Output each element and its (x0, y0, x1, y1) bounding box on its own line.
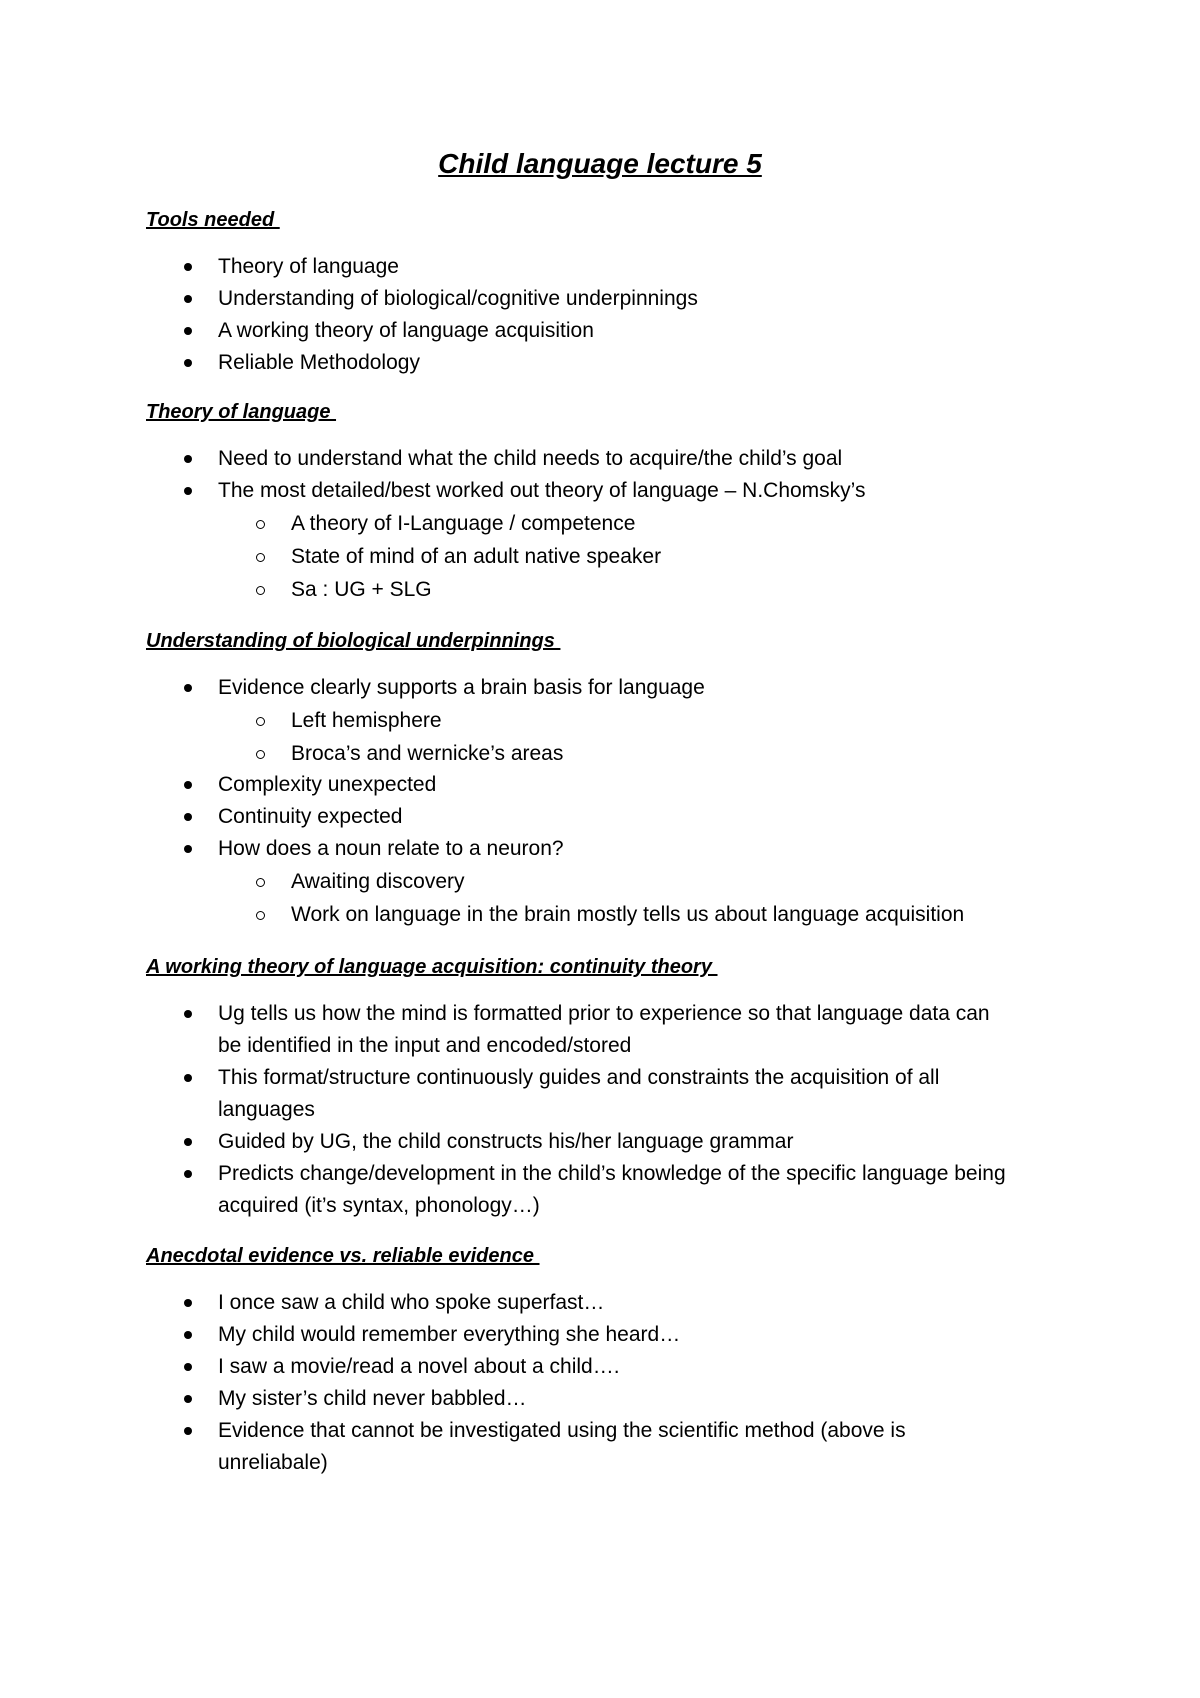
bullet-icon (184, 455, 192, 463)
bullet-icon (184, 1427, 192, 1435)
sub-bullet-icon (256, 717, 265, 726)
sub-bullet-icon (256, 750, 265, 759)
bullet-icon (184, 1299, 192, 1307)
bullet-icon (184, 359, 192, 367)
sub-bullet-icon (256, 911, 265, 920)
bullet-icon (184, 845, 192, 853)
bullet-icon (184, 1395, 192, 1403)
sub-list-item: Broca’s and wernicke’s areas (291, 742, 564, 765)
page-title: Child language lecture 5 (438, 148, 762, 179)
bullet-icon (184, 295, 192, 303)
list-item-line: This format/structure continuously guides and constraints the acquisition of all (218, 1066, 940, 1089)
list-item: Reliable Methodology (218, 351, 420, 374)
section-heading-theory-of-language: Theory of language (146, 401, 337, 423)
section-heading-anecdotal-evidence: Anecdotal evidence vs. reliable evidence (146, 1245, 540, 1267)
sub-list-item: Left hemisphere (291, 709, 442, 732)
bullet-icon (184, 813, 192, 821)
list-item-line: I once saw a child who spoke superfast… (218, 1291, 605, 1314)
bullet-icon (184, 327, 192, 335)
sub-bullet-icon (256, 586, 265, 595)
list-item-line: My child would remember everything she heard… (218, 1323, 681, 1346)
list-item: Understanding of biological/cognitive underpinnings (218, 287, 698, 310)
bullet-icon (184, 263, 192, 271)
list-item: Need to understand what the child needs to acquire/the child’s goal (218, 447, 843, 470)
bullet-icon (184, 487, 192, 495)
sub-list-item: Sa : UG + SLG (291, 578, 432, 601)
bullet-icon (184, 684, 192, 692)
bullet-icon (184, 1138, 192, 1146)
list-item-line: unreliabale) (218, 1451, 328, 1474)
list-item: A working theory of language acquisition (218, 319, 594, 342)
section-heading-biological-underpinnings: Understanding of biological underpinnings (146, 630, 561, 652)
list-item: Continuity expected (218, 805, 403, 828)
list-item-line: I saw a movie/read a novel about a child…. (218, 1355, 620, 1378)
bullet-icon (184, 1010, 192, 1018)
list-item: Evidence clearly supports a brain basis for language (218, 676, 705, 699)
list-item-line: acquired (it’s syntax, phonology…) (218, 1194, 540, 1217)
list-item-line: Predicts change/development in the child’s knowledge of the specific language being (218, 1162, 1006, 1185)
section-heading-working-theory: A working theory of language acquisition: continuity theory (146, 956, 718, 978)
bullet-icon (184, 1074, 192, 1082)
bullet-icon (184, 1363, 192, 1371)
list-item-line: Ug tells us how the mind is formatted prior to experience so that language data can (218, 1002, 990, 1025)
list-item: How does a noun relate to a neuron? (218, 837, 564, 860)
list-item-line: languages (218, 1098, 315, 1121)
list-item-line: Guided by UG, the child constructs his/her language grammar (218, 1130, 794, 1153)
bullet-icon (184, 1170, 192, 1178)
list-item: The most detailed/best worked out theory of language – N.Chomsky’s (218, 479, 866, 502)
list-item-line: be identified in the input and encoded/stored (218, 1034, 632, 1057)
section-heading-tools-needed: Tools needed (146, 209, 280, 231)
sub-list-item: Awaiting discovery (291, 870, 465, 893)
sub-bullet-icon (256, 520, 265, 529)
sub-bullet-icon (256, 878, 265, 887)
sub-list-item: A theory of I-Language / competence (291, 512, 636, 535)
list-item-line: Evidence that cannot be investigated using the scientific method (above is (218, 1419, 906, 1442)
list-item-line: My sister’s child never babbled… (218, 1387, 527, 1410)
list-item: Complexity unexpected (218, 773, 437, 796)
bullet-icon (184, 1331, 192, 1339)
sub-bullet-icon (256, 553, 265, 562)
bullet-icon (184, 781, 192, 789)
list-item: Theory of language (218, 255, 399, 278)
sub-list-item: Work on language in the brain mostly tells us about language acquisition (291, 903, 965, 926)
sub-list-item: State of mind of an adult native speaker (291, 545, 662, 568)
